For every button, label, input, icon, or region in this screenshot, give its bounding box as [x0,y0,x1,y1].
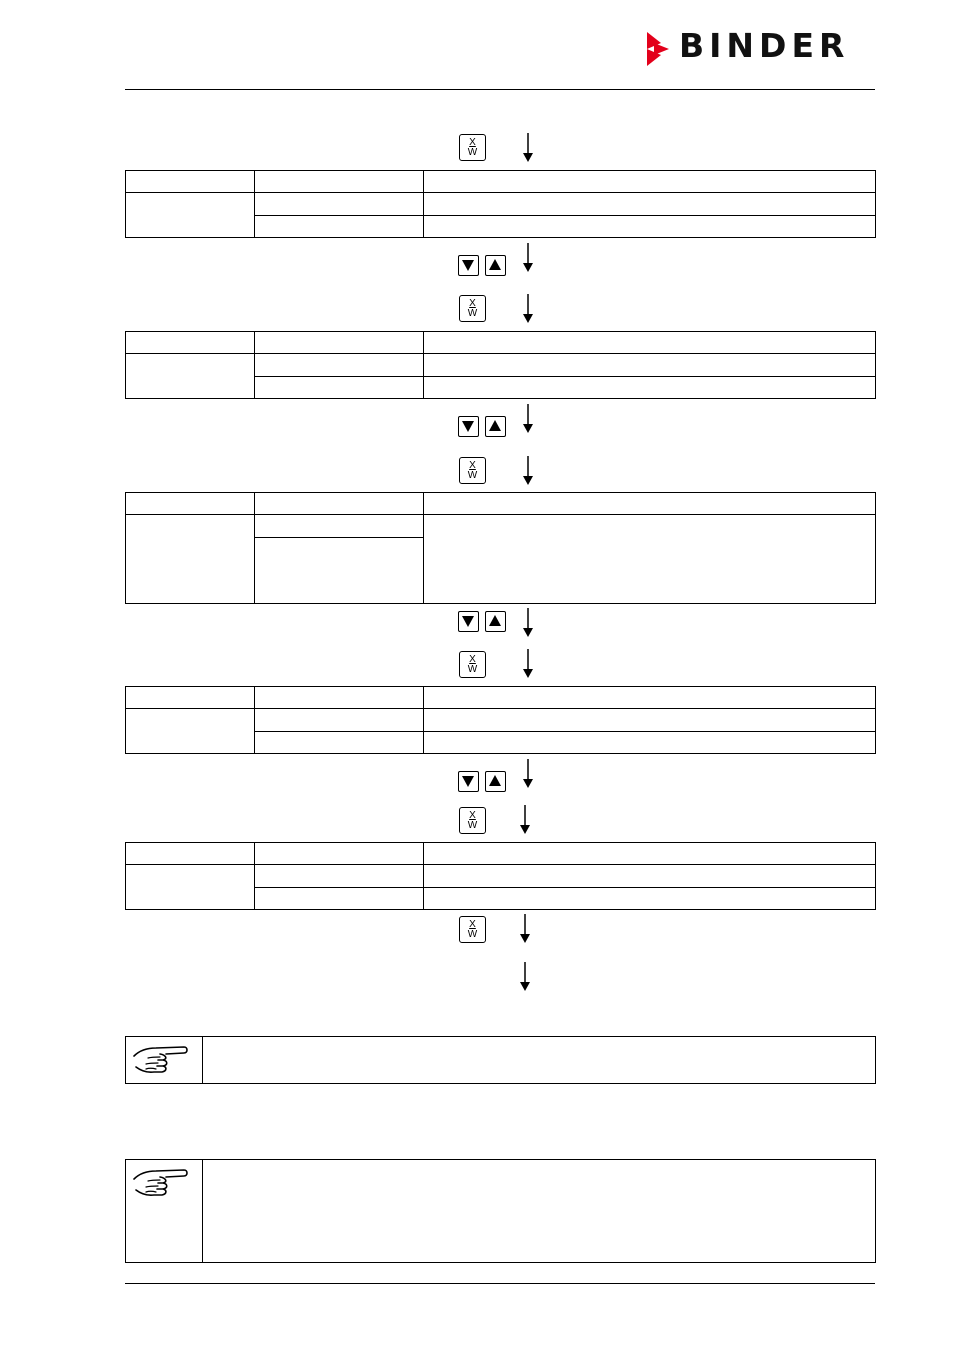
down-arrow-key-icon [458,771,479,792]
up-arrow-key-icon [485,416,506,437]
table-cell [424,865,876,888]
table-cell [424,377,876,399]
table-header-cell [424,332,876,354]
down-arrow-icon [522,294,534,324]
table-header-cell [126,493,255,515]
table-cell [255,865,424,888]
up-arrow-key-icon [485,611,506,632]
table-cell [255,888,424,910]
x-w-enter-key-icon: X W [459,807,486,834]
footer-divider [125,1283,875,1284]
down-arrow-key-icon [458,416,479,437]
table-cell [424,709,876,732]
down-arrow-key-icon [458,255,479,276]
table-header-cell [126,843,255,865]
table-header-cell [255,332,424,354]
logo-mark-icon [645,32,669,66]
table-cell [126,354,255,399]
table-header-cell [126,171,255,193]
down-arrow-icon [522,243,534,273]
down-arrow-icon [519,914,531,944]
x-w-enter-key-icon: X W [459,295,486,322]
table-cell [424,216,876,238]
x-w-enter-key-icon: X W [459,916,486,943]
pointing-hand-icon [130,1163,190,1205]
down-arrow-icon [522,608,534,638]
x-w-enter-key-icon: X W [459,457,486,484]
table-header-cell [424,843,876,865]
brand-name: BINDER [679,26,850,65]
table-header-cell [424,493,876,515]
table-header-cell [126,687,255,709]
table-cell [255,377,424,399]
table-cell [255,732,424,754]
table-cell [126,865,255,910]
table-cell [424,732,876,754]
x-w-enter-key-icon: X W [459,651,486,678]
table-cell [255,193,424,216]
table-header-cell [255,687,424,709]
down-arrow-icon [522,456,534,486]
x-w-enter-key-icon: X W [459,134,486,161]
down-arrow-icon [522,133,534,163]
note-icon-cell [126,1160,203,1262]
pointing-hand-icon [130,1040,190,1082]
down-arrow-icon [519,962,531,992]
table-cell [424,888,876,910]
parameter-table [125,686,876,754]
down-arrow-icon [522,649,534,679]
down-arrow-key-icon [458,611,479,632]
binder-logo [645,26,877,66]
up-arrow-key-icon [485,255,506,276]
parameter-table [125,170,876,238]
table-cell [255,216,424,238]
up-arrow-key-icon [485,771,506,792]
table-cell [255,709,424,732]
table-cell [255,538,424,604]
table-header-cell [255,843,424,865]
table-header-cell [424,171,876,193]
down-arrow-icon [522,404,534,434]
table-cell [424,515,876,604]
parameter-table [125,842,876,910]
parameter-table [125,492,876,604]
table-cell [424,354,876,377]
parameter-table [125,331,876,399]
table-cell [424,193,876,216]
table-header-cell [255,171,424,193]
table-cell [126,193,255,238]
down-arrow-icon [519,805,531,835]
table-header-cell [424,687,876,709]
down-arrow-icon [522,759,534,789]
table-header-cell [126,332,255,354]
table-header-cell [255,493,424,515]
note-box [125,1159,876,1263]
note-icon-cell [126,1037,203,1083]
table-cell [126,515,255,604]
header-divider [125,89,875,90]
table-cell [126,709,255,754]
table-cell [255,354,424,377]
note-box [125,1036,876,1084]
table-cell [255,515,424,538]
